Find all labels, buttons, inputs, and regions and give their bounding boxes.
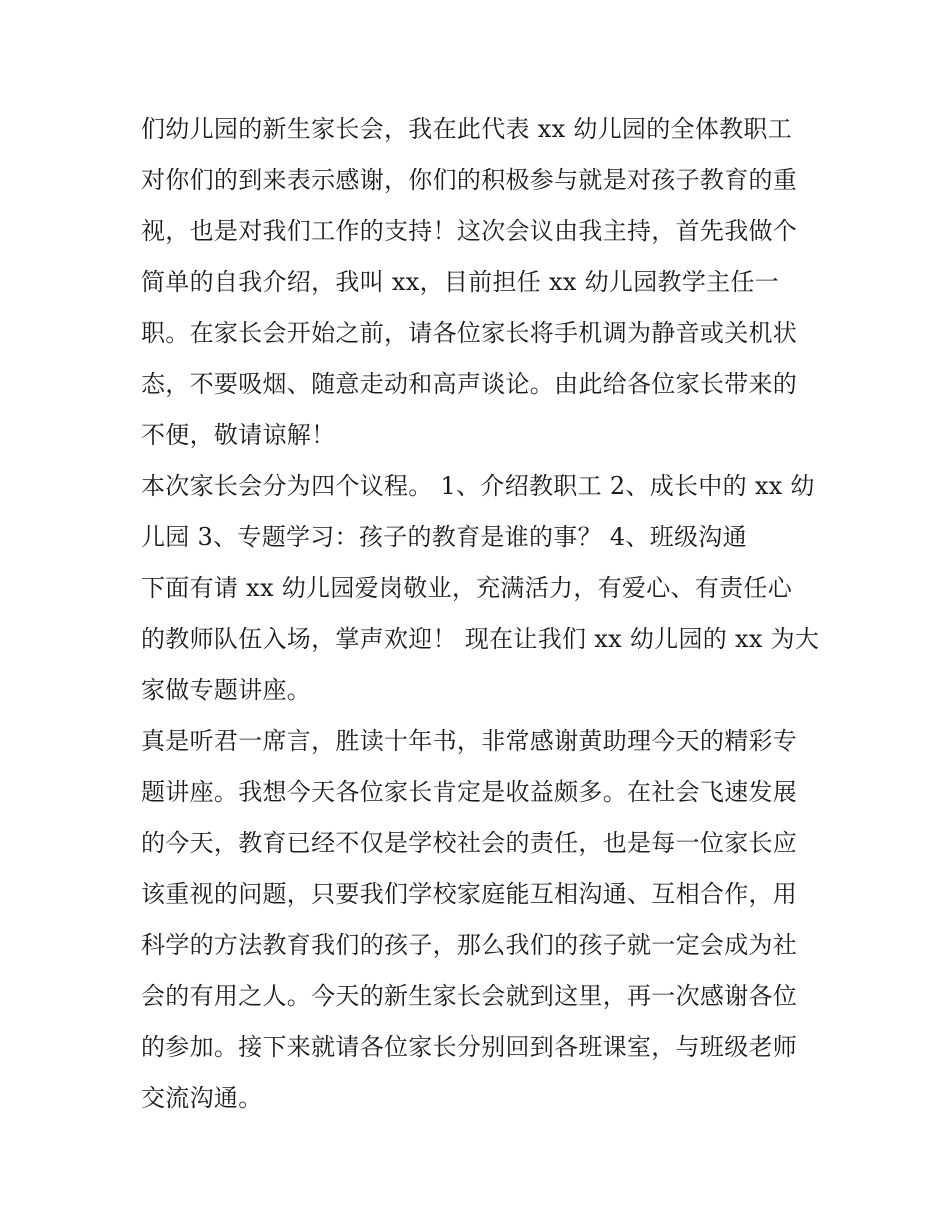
text-line: 视，也是对我们工作的支持！这次会议由我主持，首先我做个 [141,217,798,245]
document-body [141,104,821,1124]
text-line: 题讲座。我想今天各位家长肯定是收益颇多。在社会飞速发展 [141,778,798,806]
text-line: 们幼儿园的新生家长会，我在此代表 xx 幼儿园的全体教职工 [141,115,793,143]
text-line: 职。在家长会开始之前，请各位家长将手机调为静音或关机状 [141,319,798,347]
text-line: 的今天，教育已经不仅是学校社会的责任，也是每一位家长应 [141,829,798,857]
text-line: 简单的自我介绍，我叫 xx，目前担任 xx 幼儿园教学主任一 [141,268,780,296]
text-line: 不便，敬请谅解！ [141,421,336,449]
text-line: 对你们的到来表示感谢，你们的积极参与就是对孩子教育的重 [141,166,798,194]
text-line: 儿园 3、专题学习：孩子的教育是谁的事？ 4、班级沟通 [141,523,747,551]
text-line: 的教师队伍入场，掌声欢迎！ 现在让我们 xx 幼儿园的 xx 为大 [141,625,820,653]
text-line: 该重视的问题，只要我们学校家庭能互相沟通、互相合作，用 [141,880,798,908]
text-line: 科学的方法教育我们的孩子，那么我们的孩子就一定会成为社 [141,931,798,959]
text-line: 下面有请 xx 幼儿园爱岗敬业，充满活力，有爱心、有责任心 [141,574,793,602]
text-line: 真是听君一席言，胜读十年书，非常感谢黄助理今天的精彩专 [141,727,798,755]
text-line: 的参加。接下来就请各位家长分别回到各班课室，与班级老师 [141,1033,798,1061]
text-line: 家做专题讲座。 [141,676,312,704]
text-line: 态，不要吸烟、随意走动和高声谈论。由此给各位家长带来的 [141,370,798,398]
text-line: 本次家长会分为四个议程。 1、介绍教职工 2、成长中的 xx 幼 [141,472,815,500]
text-line: 会的有用之人。今天的新生家长会就到这里，再一次感谢各位 [141,982,798,1010]
text-line: 交流沟通。 [141,1084,263,1112]
